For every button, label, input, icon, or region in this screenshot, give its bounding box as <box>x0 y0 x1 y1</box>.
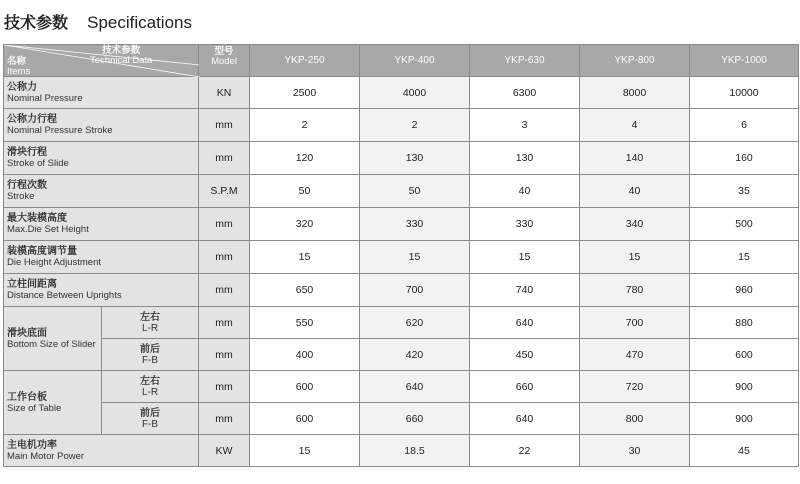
value-cell: 18.5 <box>360 435 470 467</box>
model-header: YKP-800 <box>580 45 690 77</box>
table-row <box>4 403 799 435</box>
value-cell: 160 <box>690 142 799 175</box>
sub-label: 左右 L-R <box>102 307 199 339</box>
value-cell: 340 <box>580 208 690 241</box>
value-cell: 420 <box>360 339 470 371</box>
unit-cell: S.P.M <box>199 175 250 208</box>
row-label: 主电机功率 Main Motor Power <box>4 435 199 467</box>
value-cell: 450 <box>470 339 580 371</box>
value-cell: 740 <box>470 274 580 307</box>
page-title <box>4 10 192 36</box>
table-row <box>4 339 799 371</box>
value-cell: 3 <box>470 109 580 142</box>
value-cell: 650 <box>250 274 360 307</box>
value-cell: 640 <box>360 371 470 403</box>
unit-cell: mm <box>199 109 250 142</box>
unit-cell: mm <box>199 403 250 435</box>
value-cell: 700 <box>580 307 690 339</box>
group-label: 工作台板 Size of Table <box>4 371 102 435</box>
unit-cell: mm <box>199 142 250 175</box>
title-zh: 技术参数 <box>4 13 69 32</box>
value-cell: 500 <box>690 208 799 241</box>
value-cell: 130 <box>360 142 470 175</box>
group-label: 滑块底面 Bottom Size of Slider <box>4 307 102 371</box>
value-cell: 40 <box>470 175 580 208</box>
value-cell: 2 <box>360 109 470 142</box>
table-row <box>4 142 799 175</box>
table-row <box>4 208 799 241</box>
value-cell: 900 <box>690 371 799 403</box>
value-cell: 400 <box>250 339 360 371</box>
value-cell: 50 <box>250 175 360 208</box>
value-cell: 600 <box>250 403 360 435</box>
value-cell: 15 <box>580 241 690 274</box>
row-label: 最大装模高度 Max.Die Set Height <box>4 208 199 241</box>
table-row <box>4 307 799 339</box>
value-cell: 6 <box>690 109 799 142</box>
unit-cell: KW <box>199 435 250 467</box>
row-label: 立柱间距离 Distance Between Uprights <box>4 274 199 307</box>
unit-cell: mm <box>199 241 250 274</box>
row-label: 滑块行程 Stroke of Slide <box>4 142 199 175</box>
value-cell: 8000 <box>580 77 690 109</box>
table-row <box>4 77 799 109</box>
header-technical-items <box>4 45 199 77</box>
table-row <box>4 241 799 274</box>
row-label: 公称力行程 Nominal Pressure Stroke <box>4 109 199 142</box>
value-cell: 720 <box>580 371 690 403</box>
value-cell: 10000 <box>690 77 799 109</box>
value-cell: 620 <box>360 307 470 339</box>
unit-cell: mm <box>199 307 250 339</box>
model-header: YKP-400 <box>360 45 470 77</box>
value-cell: 15 <box>250 435 360 467</box>
model-header: YKP-250 <box>250 45 360 77</box>
value-cell: 130 <box>470 142 580 175</box>
row-label: 公称力 Nominal Pressure <box>4 77 199 109</box>
unit-cell: KN <box>199 77 250 109</box>
value-cell: 330 <box>360 208 470 241</box>
value-cell: 140 <box>580 142 690 175</box>
value-cell: 660 <box>470 371 580 403</box>
row-label: 装模高度调节量 Die Height Adjustment <box>4 241 199 274</box>
value-cell: 780 <box>580 274 690 307</box>
value-cell: 330 <box>470 208 580 241</box>
value-cell: 700 <box>360 274 470 307</box>
value-cell: 2 <box>250 109 360 142</box>
header-technical-data: 技术参数 Technical Data <box>90 45 153 66</box>
value-cell: 50 <box>360 175 470 208</box>
value-cell: 45 <box>690 435 799 467</box>
unit-cell: mm <box>199 274 250 307</box>
value-cell: 15 <box>250 241 360 274</box>
table-row <box>4 371 799 403</box>
table-row <box>4 109 799 142</box>
title-en: Specifications <box>87 13 192 32</box>
value-cell: 600 <box>690 339 799 371</box>
spec-table <box>3 44 799 467</box>
sub-label: 左右 L-R <box>102 371 199 403</box>
value-cell: 880 <box>690 307 799 339</box>
unit-cell: mm <box>199 208 250 241</box>
value-cell: 120 <box>250 142 360 175</box>
table-row <box>4 175 799 208</box>
sub-label: 前后 F-B <box>102 339 199 371</box>
header-model: 型号 Model <box>199 45 250 77</box>
value-cell: 35 <box>690 175 799 208</box>
table-row <box>4 435 799 467</box>
value-cell: 640 <box>470 307 580 339</box>
value-cell: 22 <box>470 435 580 467</box>
value-cell: 4 <box>580 109 690 142</box>
value-cell: 660 <box>360 403 470 435</box>
value-cell: 800 <box>580 403 690 435</box>
value-cell: 4000 <box>360 77 470 109</box>
value-cell: 550 <box>250 307 360 339</box>
value-cell: 470 <box>580 339 690 371</box>
value-cell: 40 <box>580 175 690 208</box>
row-label: 行程次数 Stroke <box>4 175 199 208</box>
table-row <box>4 274 799 307</box>
unit-cell: mm <box>199 339 250 371</box>
value-cell: 900 <box>690 403 799 435</box>
header-items: 名称 Items <box>7 56 31 77</box>
value-cell: 640 <box>470 403 580 435</box>
value-cell: 2500 <box>250 77 360 109</box>
model-header: YKP-630 <box>470 45 580 77</box>
sub-label: 前后 F-B <box>102 403 199 435</box>
value-cell: 960 <box>690 274 799 307</box>
value-cell: 15 <box>470 241 580 274</box>
value-cell: 30 <box>580 435 690 467</box>
model-header: YKP-1000 <box>690 45 799 77</box>
value-cell: 600 <box>250 371 360 403</box>
value-cell: 6300 <box>470 77 580 109</box>
value-cell: 320 <box>250 208 360 241</box>
unit-cell: mm <box>199 371 250 403</box>
value-cell: 15 <box>360 241 470 274</box>
value-cell: 15 <box>690 241 799 274</box>
